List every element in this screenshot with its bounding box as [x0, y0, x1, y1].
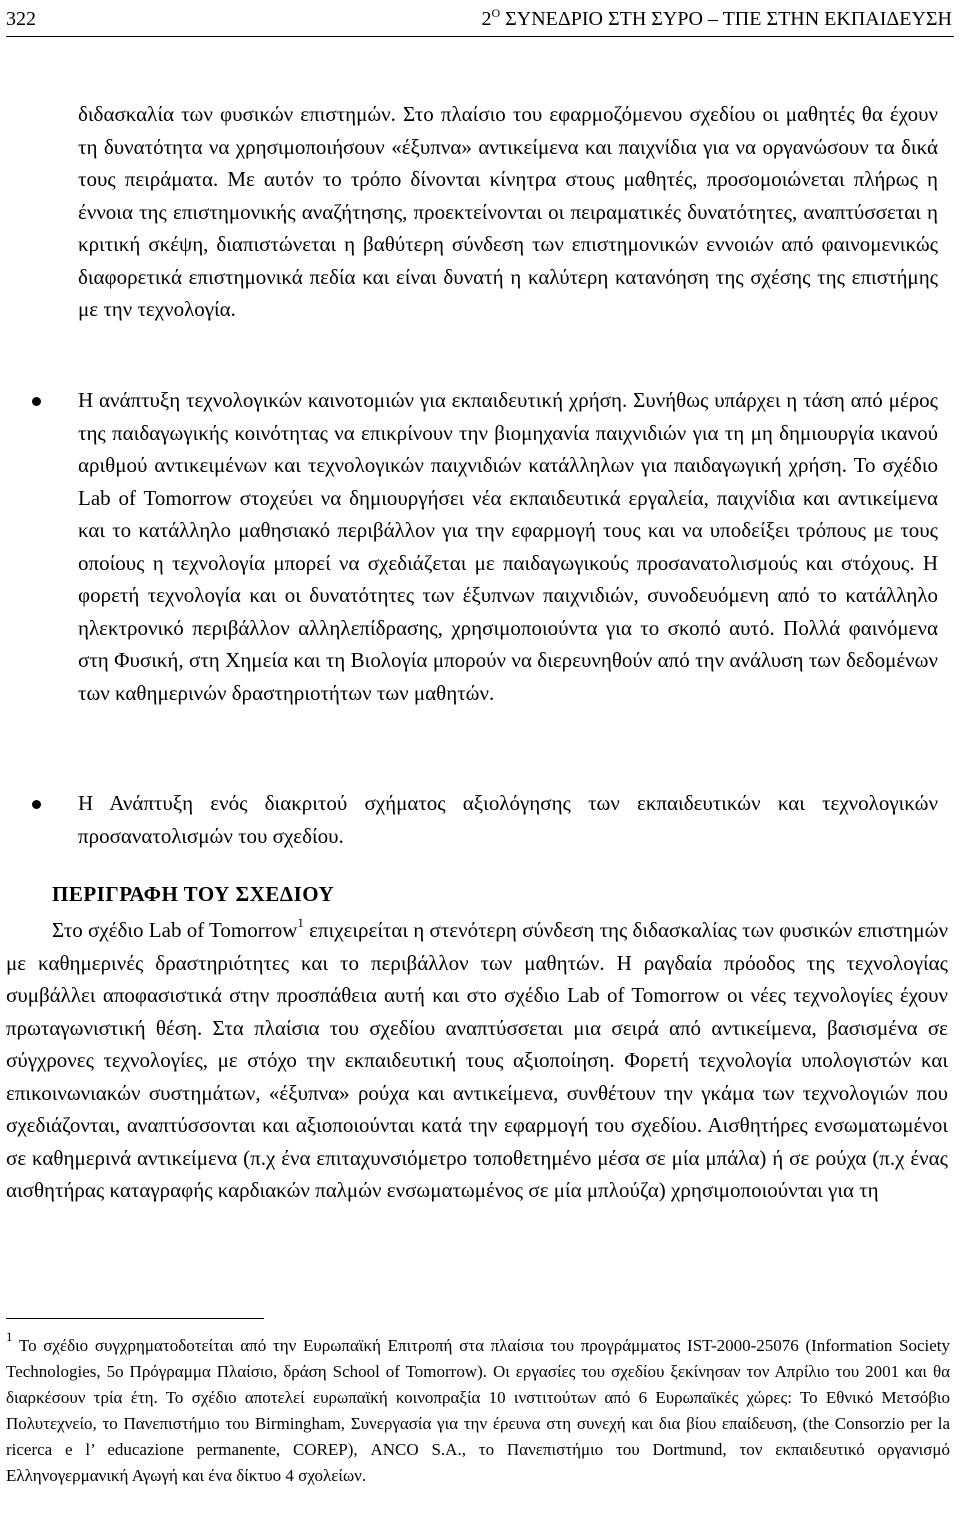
running-title-text: ΣΥΝΕΔΡΙΟ ΣΤΗ ΣΥΡΟ – ΤΠΕ ΣΤΗΝ ΕΚΠΑΙΔΕΥΣΗ — [500, 8, 952, 30]
footnote — [6, 1329, 950, 1489]
bullet-icon — [32, 800, 41, 809]
bullet-item — [78, 384, 938, 709]
running-title — [481, 8, 952, 31]
bullet-icon — [32, 397, 41, 406]
paragraph-text: επιχειρείται η στενότερη σύνδεση της διδασκαλίας των φυσικών επιστημών με καθημερινές δραστηριότητες και το περιβάλλον των μαθητών. Η ραγδαία πρόοδος της τεχνολογίας συμβάλλει αποφασιστικά στην προσπάθεια αυτή και στο σχέδιο Lab of Tomorrow οι νέες τεχνολογίες έχουν πρωταγωνιστική θέση. Στα πλαίσια του σχεδίου αναπτύσσεται μια σειρά από αντικείμενα, βασισμένα σε σύγχρονες τεχνολογίες, με στόχο την εκπαιδευτική τους αξιοποίηση. Φορετή τεχνολογία υπολογιστών και επικοινωνιακών συστημάτων, «έξυπνα» ρούχα και αντικείμενα, συνθέτουν την γκάμα των τεχνολογιών που σχεδιάζονται, αναπτύσσονται και αξιοποιούνται κατά την εφαρμογή του σχεδίου. Αισθητήρες ενσωματωμένοι σε καθημερινά αντικείμενα (π.χ ένα επιταχυνσιόμετρο τοποθετημένο μέσα σε μία μπάλα) ή σε ρούχα (π.χ ένας αισθητήρας καταγραφής καρδιακών παλμών ενσωματωμένος σε μία μπλούζα) χρησιμοποιούνται για τη — [6, 918, 948, 1202]
bullet-item — [78, 787, 938, 852]
paragraph-start: Στο σχέδιο Lab of Tomorrow — [52, 918, 298, 942]
bullet-text: Η Ανάπτυξη ενός διακριτού σχήματος αξιολόγησης των εκπαιδευτικών και τεχνολογικών προσανατολισμών του σχεδίου. — [78, 791, 938, 848]
bullet-text: διδασκαλία των φυσικών επιστημών. Στο πλαίσιο του εφαρμοζόμενου σχεδίου οι μαθητές θα έχουν τη δυνατότητα να χρησιμοποιήσουν «έξυπνα» αντικείμενα και παιχνίδια για να οργανώσουν τα δικά τους πειράματα. Με αυτόν το τρόπο δίνονται κίνητρα στους μαθητές, προσομοιώνεται πλήρως η έννοια της επιστημονικής αναζήτησης, προεκτείνονται οι πειραματικές δυνατότητες, αναπτύσσεται η κριτική σκέψη, διαπιστώνεται η βαθύτερη σύνδεση των επιστημονικών εννοιών από φαινομενικώς διαφορετικά επιστημονικά πεδία και είναι δυνατή η καλύτερη κατανόηση της σχέσης της επιστήμης με την τεχνολογία. — [78, 102, 938, 321]
footnote-reference: 1 — [297, 915, 304, 930]
bullet-item-continued — [78, 98, 938, 326]
section-paragraph — [6, 914, 948, 1207]
section-heading: ΠΕΡΙΓΡΑΦΗ ΤΟΥ ΣΧΕΔΙΟΥ — [52, 882, 335, 906]
footnote-text: Το σχέδιο συγχρηματοδοτείται από την Ευρωπαϊκή Επιτροπή στα πλαίσια του προγράμματος IST-2000-25076 (Information Society Technologies, 5ο Πρόγραμμα Πλαίσιο, δράση School of Tomorrow). Οι εργασίες του σχεδίου ξεκίνησαν τον Απρίλιο του 2001 και θα διαρκέσουν τρία έτη. Το σχέδιο αποτελεί ευρωπαϊκή κοινοπραξία 10 ινστιτούτων από 6 Ευρωπαϊκές χώρες: Το Εθνικό Μετσόβιο Πολυτεχνείο, το Πανεπιστήμιο του Birmingham, Συνεργασία για την έρευνα στη συνεχή και δια βίου επαίδευση, (the Consorzio per la ricerca e l’ educazione permanente, COREP), ANCO S.A., το Πανεπιστήμιο του Dortmund, τον εκπαιδευτικό οργανισμό Ελληνογερμανική Αγωγή και ένα δίκτυο 4 σχολείων. — [6, 1336, 950, 1485]
running-title-number: 2 — [481, 8, 492, 30]
bullet-text: Η ανάπτυξη τεχνολογικών καινοτομιών για εκπαιδευτική χρήση. Συνήθως υπάρχει η τάση από μέρος της παιδαγωγικής κοινότητας να επικρίνουν την βιομηχανία παιχνιδιών για τη μη δημιουργία ικανού αριθμού αντικειμένων και τεχνολογικών παιχνιδιών κατάλληλων για παιδαγωγική χρήση. Το σχέδιο Lab of Tomorrow στοχεύει να δημιουργήσει νέα εκπαιδευτικά εργαλεία, παιχνίδια και αντικείμενα και το κατάλληλο μαθησιακό περιβάλλον για την εφαρμογή τους και να υποδείξει τρόπους με τους οποίους η τεχνολογία μπορεί να σχεδιάζεται με παιδαγωγικούς προσανατολισμούς και στόχους. Η φορετή τεχνολογία και οι δυνατότητες των έξυπνων παιχνιδιών, συνοδευόμενη από το κατάλληλο ηλεκτρονικό περιβάλλον αλληλεπίδρασης, χρησιμοποιούντα για το σκοπό αυτό. Πολλά φαινόμενα στη Φυσική, στη Χημεία και τη Βιολογία μπορούν να διερευνηθούν από την ανάλυση των δεδομένων των καθημερινών δραστηριοτήτων των μαθητών. — [78, 388, 938, 705]
page-header — [6, 4, 954, 37]
page-number: 322 — [6, 8, 36, 30]
footnote-marker: 1 — [6, 1329, 13, 1344]
footnote-divider — [6, 1318, 264, 1319]
running-title-superscript: Ο — [491, 6, 501, 20]
